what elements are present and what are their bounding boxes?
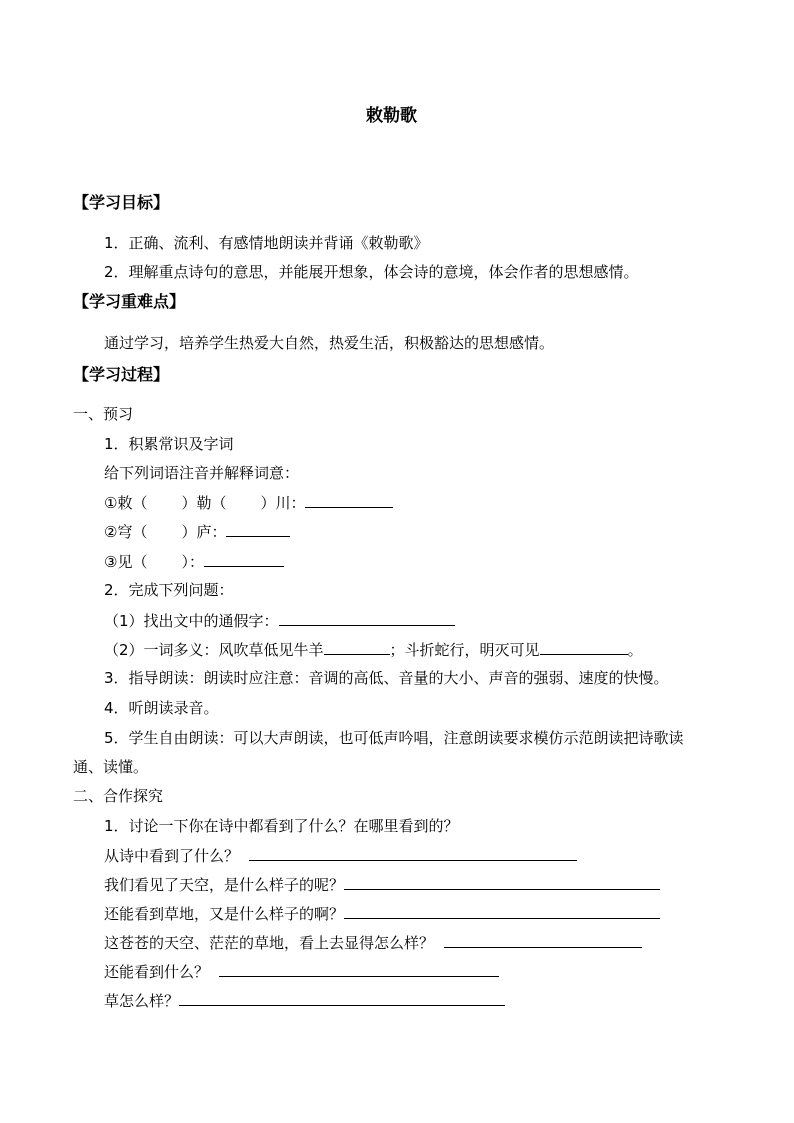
answer-line-4 <box>104 932 642 953</box>
word-1c: ）川： <box>260 494 306 512</box>
question-2 <box>104 639 643 660</box>
section-heading-goals: 【学习目标】 <box>73 193 170 212</box>
answer-5-prompt: 还能看到什么？ <box>104 963 210 981</box>
part-1-item-3: 3．指导朗读：朗读时应注意：音调的高低、音量的大小、声音的强弱、速度的快慢。 <box>104 669 669 687</box>
answer-blank[interactable] <box>219 961 499 977</box>
word-1a: ①敕（ <box>104 494 148 512</box>
part-1-item-4: 4．听朗读录音。 <box>104 699 219 717</box>
doc-title: 敕勒歌 <box>366 106 417 126</box>
answer-1-prompt: 从诗中看到了什么？ <box>104 847 240 865</box>
answer-2-prompt: 我们看见了天空，是什么样子的呢？ <box>104 876 345 894</box>
word-1b: ）勒（ <box>181 494 227 512</box>
goal-1: 1．正确、流利、有感情地朗读并背诵《敕勒歌》 <box>104 234 429 252</box>
part-1-instruction: 给下列词语注音并解释词意： <box>104 464 300 482</box>
answer-blank[interactable] <box>226 521 290 537</box>
word-3a: ③见（ <box>104 553 148 571</box>
part-1-item-1: 1．积累常识及字词 <box>104 435 234 453</box>
answer-6-prompt: 草怎么样？ <box>104 992 180 1010</box>
answer-blank[interactable] <box>324 639 390 655</box>
part-2-item-1: 1．讨论一下你在诗中都看到了什么？在哪里看到的？ <box>104 817 459 835</box>
section-heading-key-points: 【学习重难点】 <box>73 292 186 311</box>
part-1-item-5-line-1: 5．学生自由朗读：可以大声朗读，也可低声吟唱，注意朗读要求模仿示范朗读把诗歌读 <box>104 729 684 747</box>
part-1-item-5-line-2: 通、读懂。 <box>73 758 149 776</box>
answer-blank[interactable] <box>249 845 577 861</box>
question-2-text-c: 。 <box>627 641 643 659</box>
answer-line-5 <box>104 961 499 982</box>
answer-blank[interactable] <box>204 551 284 567</box>
answer-line-3 <box>104 903 660 924</box>
goal-2: 2．理解重点诗句的意思，并能展开想象，体会诗的意境，体会作者的思想感情。 <box>104 263 639 281</box>
answer-4-prompt: 这苍苍的天空、茫茫的草地，看上去显得怎么样？ <box>104 934 435 952</box>
answer-line-2 <box>104 874 660 895</box>
question-2-text-a: （2）一词多义：风吹草低见牛羊 <box>104 641 324 659</box>
key-point-1: 通过学习，培养学生热爱大自然，热爱生活，积极豁达的思想感情。 <box>104 334 555 352</box>
answer-blank[interactable] <box>540 639 628 655</box>
word-line-1 <box>104 492 393 513</box>
answer-blank[interactable] <box>344 903 660 919</box>
question-1 <box>104 610 455 631</box>
question-1-text: （1）找出文中的通假字： <box>104 612 279 630</box>
part-1-heading: 一、预习 <box>73 405 134 423</box>
word-line-2 <box>104 521 290 542</box>
answer-line-1 <box>104 845 577 866</box>
part-2-heading: 二、合作探究 <box>73 787 164 805</box>
answer-blank[interactable] <box>179 990 505 1006</box>
word-2b: ）庐： <box>181 523 227 541</box>
answer-blank[interactable] <box>444 932 642 948</box>
question-2-text-b: ；斗折蛇行，明灭可见 <box>389 641 540 659</box>
word-3b: ）： <box>181 553 204 571</box>
word-2a: ②穹（ <box>104 523 148 541</box>
answer-blank[interactable] <box>305 492 393 508</box>
answer-line-6 <box>104 990 505 1011</box>
answer-3-prompt: 还能看到草地，又是什么样子的啊？ <box>104 905 345 923</box>
answer-blank[interactable] <box>279 610 455 626</box>
word-line-3 <box>104 551 284 572</box>
answer-blank[interactable] <box>344 874 660 890</box>
section-heading-process: 【学习过程】 <box>73 365 170 384</box>
part-1-item-2: 2．完成下列问题： <box>104 581 234 599</box>
